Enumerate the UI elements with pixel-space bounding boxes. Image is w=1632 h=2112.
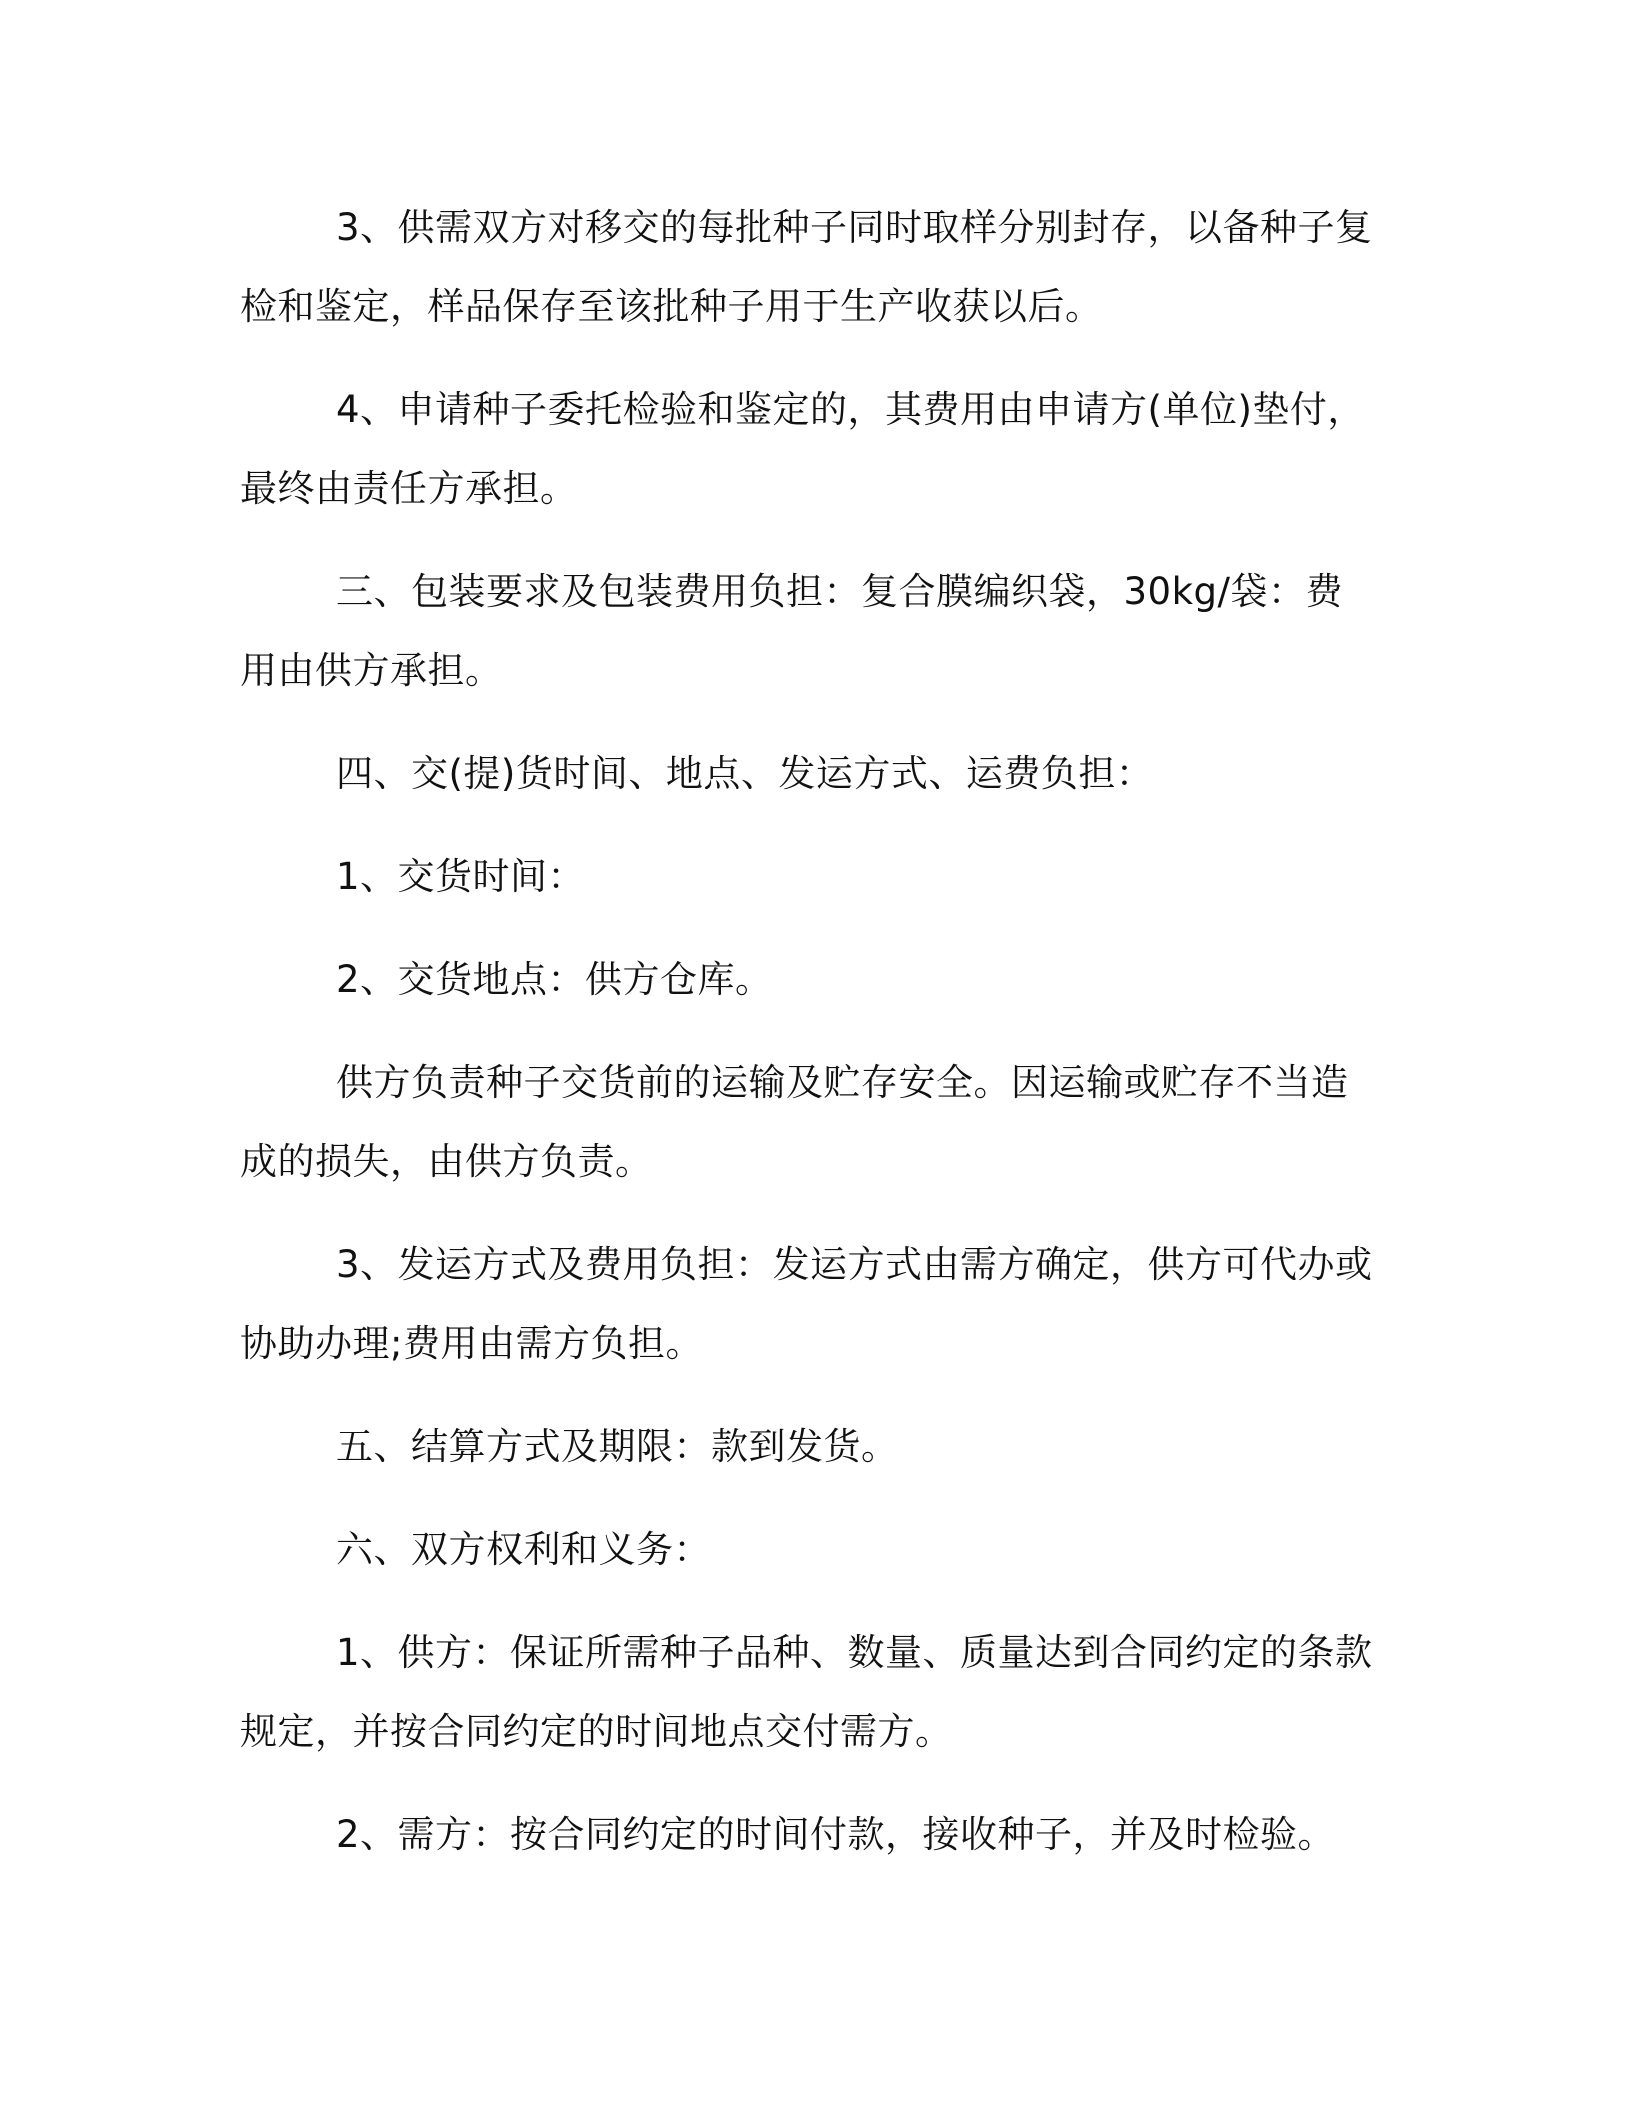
paragraph-settlement: 五、结算方式及期限：款到发货。 (336, 1425, 899, 1468)
paragraph-packaging: 三、包装要求及包装费用负担：复合膜编织袋，30kg/袋：费用由供方承担。 (240, 570, 1343, 692)
paragraph-supplier-duties: 1、供方：保证所需种子品种、数量、质量达到合同约定的条款规定，并按合同约定的时间地点交付需方。 (240, 1631, 1373, 1753)
paragraph-inspection-fees: 4、申请种子委托检验和鉴定的，其费用由申请方(单位)垫付，最终由责任方承担。 (240, 388, 1365, 510)
paragraph-rights-heading: 六、双方权利和义务： (336, 1528, 711, 1571)
paragraph-delivery-place: 2、交货地点：供方仓库。 (336, 958, 773, 1001)
paragraph-delivery-time: 1、交货时间： (336, 855, 586, 898)
paragraph-delivery-heading: 四、交(提)货时间、地点、发运方式、运费负担： (336, 752, 1154, 795)
paragraph-transport-safety: 供方负责种子交货前的运输及贮存安全。因运输或贮存不当造成的损失，由供方负责。 (240, 1061, 1349, 1183)
document-body (240, 188, 1380, 1898)
paragraph-seed-sampling: 3、供需双方对移交的每批种子同时取样分别封存，以备种子复检和鉴定，样品保存至该批种子用于生产收获以后。 (240, 206, 1373, 328)
paragraph-shipping-method: 3、发运方式及费用负担：发运方式由需方确定，供方可代办或协助办理;费用由需方负担。 (240, 1243, 1373, 1365)
paragraph-buyer-duties: 2、需方：按合同约定的时间付款，接收种子，并及时检验。 (336, 1813, 1336, 1856)
